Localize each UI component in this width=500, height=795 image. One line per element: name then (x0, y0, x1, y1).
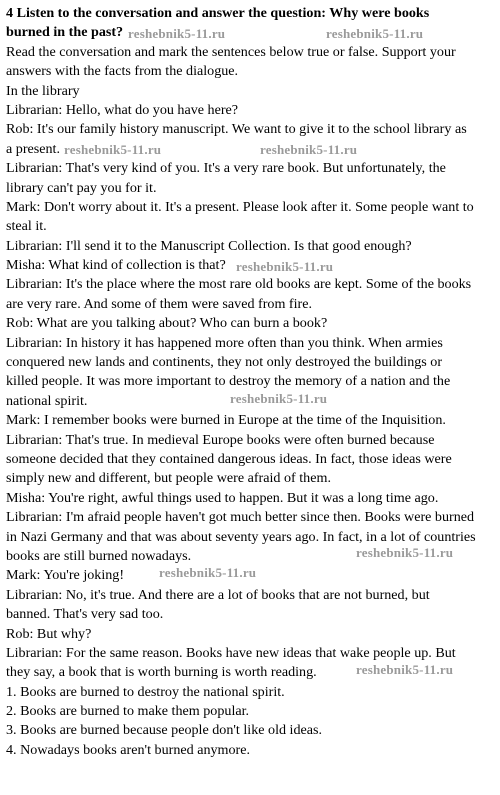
dialogue-line: banned. That's very sad too. (6, 606, 164, 623)
statement-1: 1. Books are burned to destroy the national spirit. (6, 683, 285, 700)
watermark: reshebnik5-11.ru (230, 391, 328, 406)
dialogue-line: Librarian: In history it has happened more often than you think. When armies (6, 334, 443, 351)
dialogue-line: national spirit. (6, 392, 88, 409)
dialogue-line: Librarian: I'm afraid people haven't got much better since then. Books were burned (6, 509, 475, 526)
dialogue-line: killed people. It was more important to destroy the memory of a nation and the (6, 373, 451, 390)
dialogue-line: library can't pay you for it. (6, 179, 157, 196)
dialogue-line: are very rare. And some of them were saved from fire. (6, 295, 313, 312)
dialogue-line: Rob: It's our family history manuscript. We want to give it to the school library as (6, 121, 467, 138)
dialogue-line: Librarian: That's true. In medieval Europe books were often burned because (6, 431, 435, 448)
dialogue-line: Mark: I remember books were burned in Europe at the time of the Inquisition. (6, 412, 446, 429)
dialogue-line: someone decided that they contained dangerous ideas. In fact, those ideas were (6, 450, 452, 467)
dialogue-line: simply new and different, but people were afraid of them. (6, 470, 331, 487)
watermark: reshebnik5-11.ru (159, 565, 257, 580)
watermark: reshebnik5-11.ru (260, 142, 358, 157)
dialogue-line: Librarian: I'll send it to the Manuscript Collection. Is that good enough? (6, 237, 412, 254)
statement-3: 3. Books are burned because people don't like old ideas. (6, 722, 323, 739)
dialogue-line: Rob: But why? (6, 625, 92, 642)
instruction-line-2: answers with the facts from the dialogue. (6, 63, 239, 80)
watermark: reshebnik5-11.ru (356, 662, 454, 677)
task-heading-line-2: burned in the past? (6, 24, 124, 41)
dialogue-line: conquered new lands and continents, they not only destroyed the buildings or (6, 354, 443, 371)
dialogue-line: Rob: What are you talking about? Who can burn a book? (6, 315, 328, 332)
task-heading-line-1: 4 Listen to the conversation and answer the question: Why were books (6, 5, 430, 21)
dialogue-line: Librarian: It's the place where the most rare old books are kept. Some of the books (6, 276, 472, 293)
dialogue-line: Librarian: No, it's true. And there are a lot of books that are not burned, but (6, 586, 430, 603)
dialogue-line: steal it. (6, 218, 47, 235)
watermark: reshebnik5-11.ru (356, 545, 454, 560)
dialogue-line: Mark: Don't worry about it. It's a present. Please look after it. Some people want to (6, 198, 474, 215)
dialogue-line: a present. (6, 140, 61, 157)
watermark: reshebnik5-11.ru (326, 26, 424, 41)
watermark: reshebnik5-11.ru (128, 26, 226, 41)
document-body (6, 4, 494, 760)
instruction-line-1: Read the conversation and mark the sentences below true or false. Support your (6, 43, 456, 60)
dialogue-line: Librarian: For the same reason. Books have new ideas that wake people up. But (6, 644, 456, 661)
dialogue-line: Librarian: Hello, what do you have here? (6, 101, 239, 118)
dialogue-line: books are still burned nowadays. (6, 547, 192, 564)
dialogue-line: Mark: You're joking! (6, 567, 125, 584)
statement-2: 2. Books are burned to make them popular. (6, 703, 250, 720)
watermark: reshebnik5-11.ru (236, 259, 334, 274)
dialogue-line: Librarian: That's very kind of you. It's a very rare book. But unfortunately, the (6, 160, 446, 177)
dialogue-line: Misha: You're right, awful things used to happen. But it was a long time ago. (6, 489, 439, 506)
watermark: reshebnik5-11.ru (64, 142, 162, 157)
statement-4: 4. Nowadays books aren't burned anymore. (6, 741, 251, 758)
dialogue-line: Misha: What kind of collection is that? (6, 257, 226, 274)
dialogue-line: in Nazi Germany and that was about seventy years ago. In fact, in a lot of countries (6, 528, 476, 545)
scene-title: In the library (6, 82, 80, 99)
dialogue-line: they say, a book that is worth burning is worth reading. (6, 664, 317, 681)
